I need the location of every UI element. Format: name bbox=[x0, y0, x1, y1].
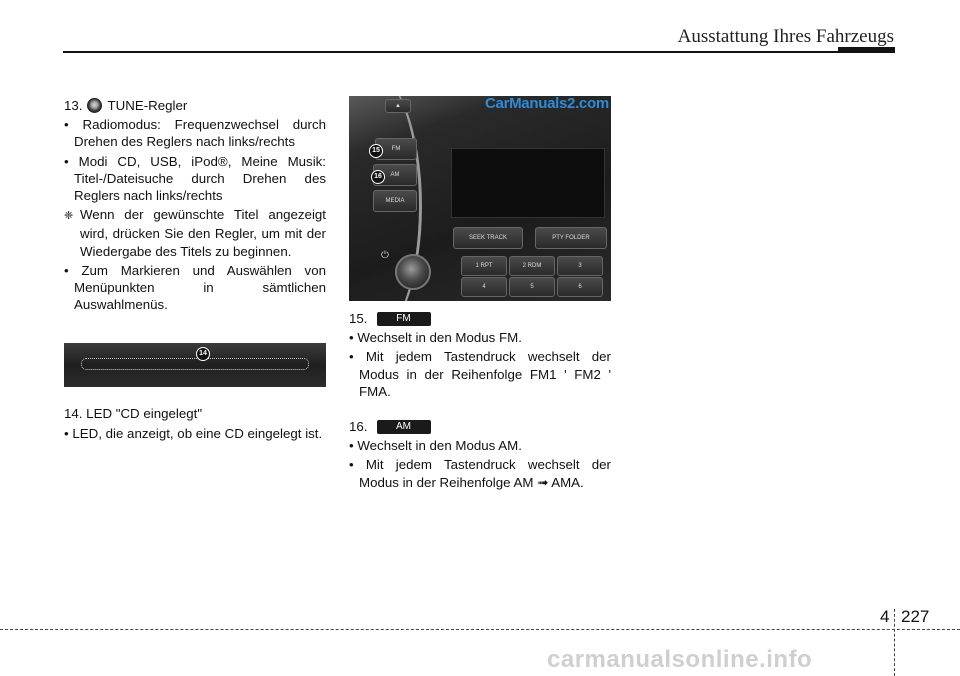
footer-rule bbox=[0, 629, 960, 630]
header-rule-accent bbox=[838, 47, 895, 53]
cd-led-indicator bbox=[81, 358, 309, 370]
callout-16: 16 bbox=[371, 170, 385, 184]
callout-15: 15 bbox=[369, 144, 383, 158]
item-16-bullet-1: • Wechselt in den Modus AM. bbox=[349, 438, 522, 454]
am-key-badge: AM bbox=[377, 420, 431, 434]
am-button: AM bbox=[373, 164, 417, 186]
preset-button-4: 4 bbox=[461, 277, 507, 297]
watermark: CarManuals2.com bbox=[485, 96, 609, 112]
item-15-number: 15. bbox=[349, 311, 368, 326]
item-16-heading bbox=[349, 418, 611, 435]
seek-track-button: SEEK TRACK bbox=[453, 227, 523, 249]
item-16-bullet-2: • Mit jedem Tastendruck wechselt der Modus in der Reihenfolge AM ➟ AMA. bbox=[349, 457, 611, 490]
tune-knob bbox=[395, 254, 431, 290]
item-13-bullet-2: • Modi CD, USB, iPod®, Meine Musik: Titel-/Dateisuche durch Drehen des Reglers nach links/rechts bbox=[64, 153, 326, 204]
page-number: 227 bbox=[901, 607, 930, 626]
footer-watermark: carmanualsonline.info bbox=[547, 646, 813, 673]
item-15-heading bbox=[349, 310, 611, 327]
fm-key-badge: FM bbox=[377, 312, 431, 326]
item-15-bullet-1: • Wechselt in den Modus FM. bbox=[349, 330, 522, 346]
eject-icon: ▲ bbox=[395, 102, 401, 109]
left-column bbox=[64, 97, 326, 442]
item-13-bullet-3: • Zum Markieren und Auswählen von Menüpunkten in sämtlichen Auswahlmenüs. bbox=[64, 262, 326, 313]
item-15-bullet-2: • Mit jedem Tastendruck wechselt der Modus in der Reihenfolge FM1 ' FM2 ' FMA. bbox=[349, 349, 611, 399]
pty-folder-button: PTY FOLDER bbox=[535, 227, 607, 249]
preset-button-1: 1 RPT bbox=[461, 256, 507, 276]
fm-button: FM bbox=[375, 138, 417, 160]
preset-button-5: 5 bbox=[509, 277, 555, 297]
media-button: MEDIA bbox=[373, 190, 417, 212]
item-13-heading bbox=[64, 97, 326, 114]
item-13-note-text: Wenn der gewünschte Titel angezeigt wird, drücken Sie den Regler, um mit der Wiedergabe des Titels zu beginnen. bbox=[80, 207, 326, 259]
item-13-number: 13. bbox=[64, 98, 83, 113]
item-13-title: TUNE-Regler bbox=[107, 98, 188, 113]
eject-button bbox=[385, 99, 411, 113]
item-16-number: 16. bbox=[349, 419, 368, 435]
header-rule bbox=[63, 51, 839, 53]
right-column bbox=[349, 310, 611, 491]
tune-knob-icon bbox=[87, 98, 102, 113]
note-symbol: ❈ bbox=[64, 210, 74, 223]
section-title: Ausstattung Ihres Fahrzeugs bbox=[677, 26, 894, 47]
radio-panel-figure bbox=[349, 96, 611, 301]
preset-button-3: 3 bbox=[557, 256, 603, 276]
item-14-bullet: • LED, die anzeigt, ob eine CD eingelegt ist. bbox=[64, 425, 323, 441]
item-13-bullet-1: • Radiomodus: Frequenzwechsel durch Drehen des Reglers nach links/rechts bbox=[64, 117, 326, 150]
radio-display bbox=[451, 148, 605, 218]
preset-button-6: 6 bbox=[557, 277, 603, 297]
cd-led-figure bbox=[64, 343, 326, 387]
item-13-note bbox=[64, 206, 326, 260]
chapter-number: 4 bbox=[880, 607, 890, 626]
power-icon: ⏻ bbox=[381, 250, 389, 261]
callout-14: 14 bbox=[196, 347, 210, 361]
preset-button-2: 2 RDM bbox=[509, 256, 555, 276]
footer-divider bbox=[894, 609, 895, 676]
item-14-title: 14. LED "CD eingelegt" bbox=[64, 406, 203, 422]
